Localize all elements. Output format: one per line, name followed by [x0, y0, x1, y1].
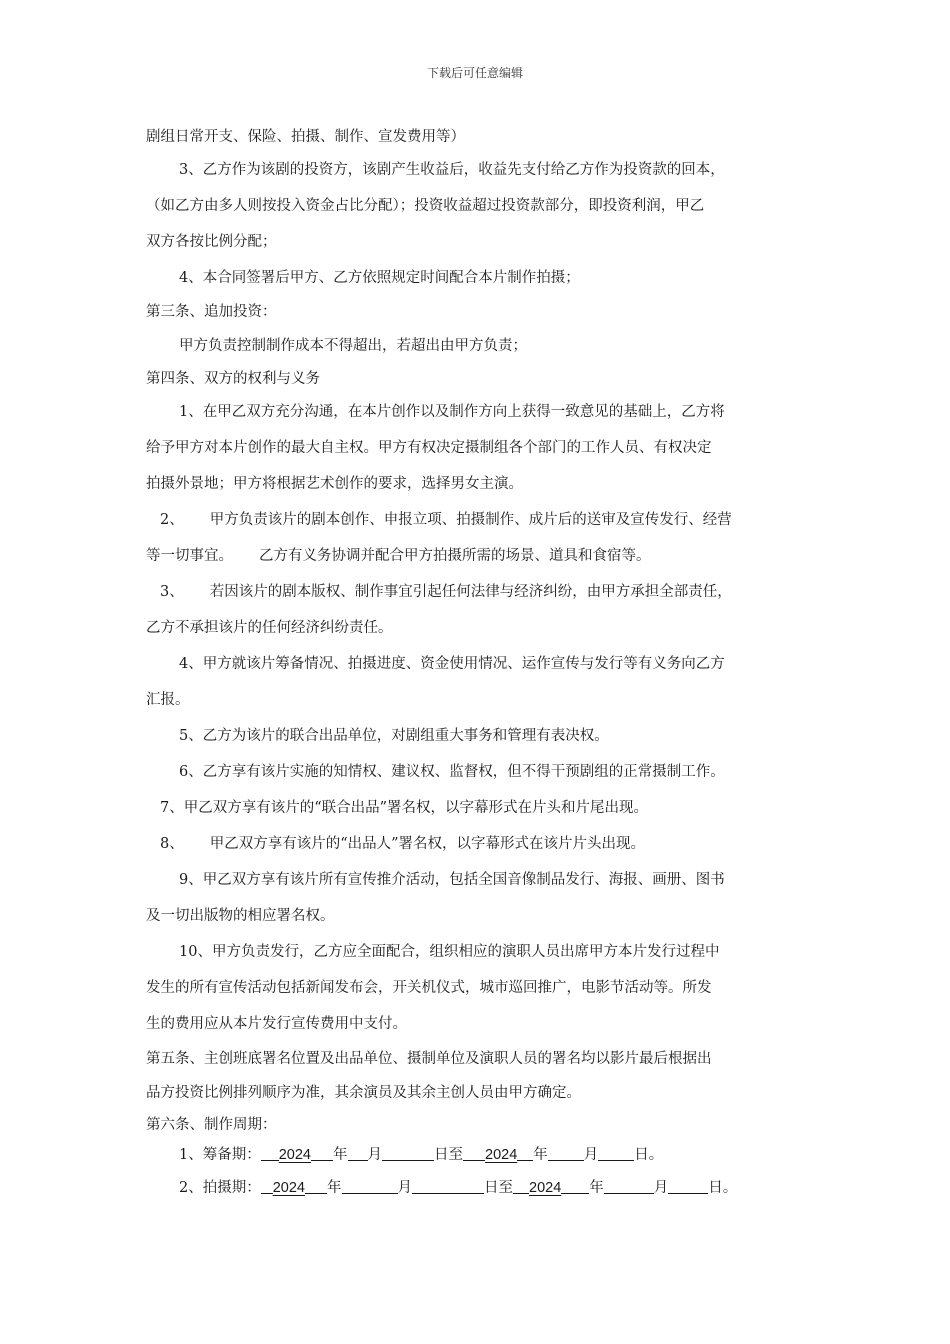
year-word: 年: [533, 1147, 548, 1163]
clause-line: 给予甲方对本片创作的最大自主权。甲方有权决定摄制组各个部门的工作人员、有权决定: [146, 440, 712, 456]
clause-line: 9、甲乙双方享有该片所有宣传推介活动，包括全国音像制品发行、海报、画册、图书: [179, 872, 725, 888]
page-header: 下载后可任意编辑: [426, 66, 523, 80]
day-to-word: 日至: [484, 1180, 513, 1196]
clause-4-1: [146, 394, 808, 502]
clause-line: [146, 502, 808, 538]
month-word: 月: [367, 1147, 382, 1163]
clause-line: [146, 574, 808, 610]
shoot-period-line: [146, 1170, 808, 1206]
shoot-start-year: 2024: [272, 1180, 305, 1196]
clause-4-6: 6、乙方享有该片实施的知情权、建议权、监督权，但不得干预剧组的正常摄制工作。: [179, 764, 725, 780]
clause-line: 拍摄外景地；甲方将根据艺术创作的要求，选择男女主演。: [146, 476, 523, 492]
day-to-word: 日至: [434, 1147, 463, 1163]
clause-text: 等一切事宜。: [146, 548, 233, 564]
clause-number: 3、: [160, 584, 184, 600]
month-word: 月: [397, 1180, 412, 1196]
article-5: [146, 1042, 808, 1110]
month-word: 月: [653, 1180, 669, 1196]
clause-2-4: 4、本合同签署后甲方、乙方依照规定时间配合本片制作拍摄；: [179, 270, 580, 286]
clause-text: 甲方负责该片的剧本创作、申报立项、拍摄制作、成片后的送审及宣传发行、经营: [209, 512, 732, 528]
month-word: 月: [583, 1147, 599, 1163]
clause-4-5: 5、乙方为该片的联合出品单位，对剧组重大事务和管理有表决权。: [179, 728, 609, 744]
document-body: [146, 122, 808, 1206]
prep-period-line: [146, 1140, 808, 1170]
clause-2-3: [146, 152, 808, 260]
year-word: 年: [333, 1147, 348, 1163]
clause-line: 1、在甲乙双方充分沟通，在本片创作以及制作方向上获得一致意见的基础上，乙方将: [179, 404, 725, 420]
paragraph-continuation: 剧组日常开支、保险、拍摄、制作、宣发费用等）: [146, 129, 465, 145]
clause-4-7: 7、甲乙双方享有该片的“联合出品”署名权，以字幕形式在片头和片尾出现。: [160, 800, 649, 816]
day-end-word: 日。: [634, 1147, 664, 1163]
prep-start-year: 2024: [278, 1147, 311, 1163]
clause-line: 4、甲方就该片筹备情况、拍摄进度、资金使用情况、运作宣传与发行等有义务向乙方: [179, 656, 725, 672]
prep-period-label: 1、筹备期：: [179, 1147, 261, 1163]
shoot-period-label: 2、拍摄期：: [179, 1180, 261, 1196]
clause-4-8: [146, 826, 808, 862]
clause-line: 生的费用应从本片发行宣传费用中支付。: [146, 1016, 407, 1032]
clause-line: 及一切出版物的相应署名权。: [146, 908, 335, 924]
clause-line: （如乙方由多人则按投入资金占比分配）；投资收益超过投资款部分，即投资利润，甲乙: [146, 198, 705, 214]
clause-line: 3、乙方作为该剧的投资方，该剧产生收益后，收益先支付给乙方作为投资款的回本，: [179, 162, 725, 178]
clause-4-4: [146, 646, 808, 718]
article-6-title: 第六条、制作周期：: [146, 1117, 277, 1133]
day-end-word: 日。: [708, 1180, 738, 1196]
shoot-end-year: 2024: [529, 1180, 562, 1196]
clause-4-10: [146, 934, 808, 1042]
clause-number: 2、: [160, 512, 184, 528]
article-4-title: 第四条、双方的权利与义务: [146, 371, 320, 387]
clause-line: [146, 538, 808, 574]
year-word: 年: [589, 1180, 604, 1196]
year-word: 年: [327, 1180, 342, 1196]
clause-line: 乙方不承担该片的任何经济纠纷责任。: [146, 620, 393, 636]
article-3-title: 第三条、追加投资：: [146, 304, 277, 320]
article-3-body: 甲方负责控制制作成本不得超出，若超出由甲方负责；: [179, 338, 527, 354]
article-line: 第五条、主创班底署名位置及出品单位、摄制单位及演职人员的署名均以影片最后根据出: [146, 1051, 712, 1067]
clause-text: 乙方有义务协调并配合甲方拍摄所需的场景、道具和食宿等。: [259, 548, 651, 564]
article-line: 品方投资比例排列顺序为准，其余演员及其余主创人员由甲方确定。: [146, 1085, 581, 1101]
clause-4-9: [146, 862, 808, 934]
clause-line: 汇报。: [146, 692, 190, 708]
clause-4-2: [146, 502, 808, 574]
clause-4-3: [146, 574, 808, 646]
clause-text: 若因该片的剧本版权、制作事宜引起任何法律与经济纠纷，由甲方承担全部责任，: [209, 584, 732, 600]
clause-line: 双方各按比例分配；: [146, 234, 277, 250]
clause-text: 甲乙双方享有该片的“出品人”署名权，以字幕形式在该片片头出现。: [209, 836, 646, 852]
clause-line: 10、甲方负责发行，乙方应全面配合，组织相应的演职人员出席甲方本片发行过程中: [179, 944, 720, 960]
prep-end-year: 2024: [485, 1147, 518, 1163]
clause-line: 发生的所有宣传活动包括新闻发布会，开关机仪式，城市巡回推广，电影节活动等。所发: [146, 980, 712, 996]
clause-number: 8、: [160, 836, 184, 852]
